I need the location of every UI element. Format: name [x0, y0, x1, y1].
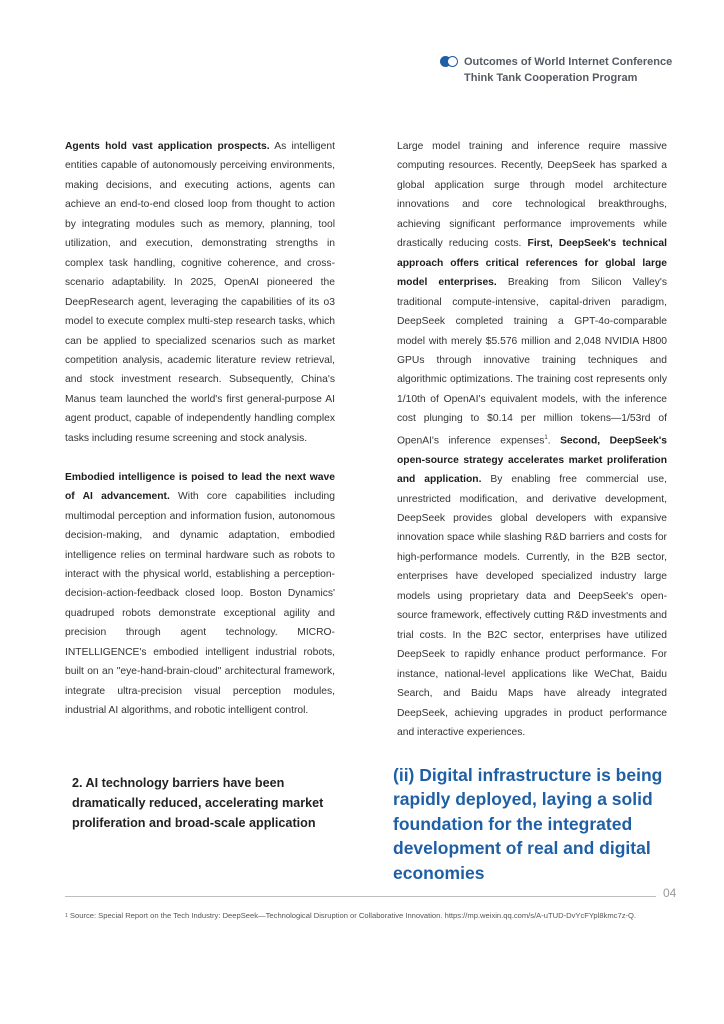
section-subheading: 2. AI technology barriers have been dramatically reduced, accelerating market proliferation and broad-scale application — [72, 776, 324, 830]
deepseek-second-point: Second, DeepSeek's open-source strategy accelerates market proliferation and application. — [397, 435, 667, 486]
right-column — [397, 137, 667, 742]
header-title — [464, 54, 672, 86]
footer-divider — [65, 896, 656, 897]
embodied-paragraph — [65, 468, 335, 721]
header-line-1: Outcomes of World Internet Conference — [464, 56, 673, 68]
footnote-ref: 1 — [544, 434, 548, 441]
agents-paragraph — [65, 137, 335, 448]
embodied-body: With core capabilities including multimodal perception and information fusion, autonomous decision-making, and dynamic adaptation, embodied intelligence relies on terminal hardware such as robots to interact with the physical world, establishing a perception-decision-action-feedback closed loop. Boston Dynamics' quadruped robots demonstrate exceptional agility and precision through agent technology. MICRO-INTELLIGENCE's embodied intelligent industrial robots, built on an "eye-hand-brain-cloud" architectural framework, integrate ultra-precision visual perception modules, industrial AI algorithms, and robotic intelligent control. — [65, 491, 336, 717]
left-column — [65, 137, 335, 721]
embodied-lead: Embodied intelligence is poised to lead the next wave of AI advancement. — [65, 471, 335, 503]
deepseek-cost-text: Breaking from Silicon Valley's traditional compute-intensive, capital-driven paradigm, DeepSeek completed training a GPT-4o-comparable model with merely $5.576 million and 2,048 NVIDIA H800 GPUs through innovative training techniques and algorithmic optimizations. The training cost represents only 1/10th of OpenAI's equivalent models, with the inference cost plunging to $0.14 per million tokens—1/53rd of OpenAI's inference expenses — [397, 277, 668, 447]
section-heading: (ii) Digital infrastructure is being rapidly deployed, laying a solid foundation for the integrated development of real and digital economies — [393, 765, 663, 883]
deepseek-paragraph — [397, 137, 667, 742]
wic-logo-icon — [440, 56, 458, 67]
page-number: 04 — [663, 886, 677, 900]
agents-lead: Agents hold vast application prospects. — [65, 141, 270, 152]
deepseek-sep: . — [547, 435, 561, 447]
deepseek-intro: Large model training and inference require massive computing resources. Recently, DeepSeek has sparked a global application surge through model architecture innovations and core technological breakthroughs, achieving significant performance improvements while drastically reducing costs. — [397, 141, 667, 250]
footnote-mark: 1 — [65, 913, 68, 919]
header-line-2: Think Tank Cooperation Program — [464, 72, 638, 84]
deepseek-first-point: First, DeepSeek's technical approach offers critical references for global large model enterprises. — [397, 238, 667, 289]
deepseek-opensource-text: By enabling free commercial use, unrestricted modification, and derivative development, DeepSeek provides global developers with expansive innovation space while slashing R&D barriers and costs for high-performance models. Currently, in the B2B sector, enterprises have developed specialized industry large models using proprietary data and DeepSeek's open-source framework, effectively cutting R&D investments and trial costs. In the B2C sector, enterprises have utilized DeepSeek to rapidly enhance product performance. For instance, national-level applications like WeChat, Baidu Search, and Baidu Maps have already integrated DeepSeek, achieving upgrades in product performance and interactive experiences. — [397, 474, 667, 739]
footnote-text: Source: Special Report on the Tech Industry: DeepSeek—Technological Disruption or Collaborative Innovation. https://mp.weixin.qq.com/s/A-uTUD-DvYcFYpl8kmc7z-Q. — [69, 911, 637, 920]
agents-body: As intelligent entities capable of autonomously perceiving environments, making decisions, and executing actions, agents can achieve an end-to-end closed loop from thought to action by integrating modules such as memory, planning, tool utilization, and execution, demonstrating strengths in complex task handling, cognitive coherence, and cross-scenario adaptability. In 2025, OpenAI pioneered the DeepResearch agent, leveraging the capabilities of its o3 model to execute complex multi-step research tasks, which can be applied to specialized scenarios such as market competition analysis, academic literature review retrieval, and stock investment research. Subsequently, China's Manus team launched the world's first general-purpose AI agent product, capable of independently handling complex tasks including resume screening and stock analysis. — [65, 141, 335, 444]
footnote — [65, 910, 665, 922]
